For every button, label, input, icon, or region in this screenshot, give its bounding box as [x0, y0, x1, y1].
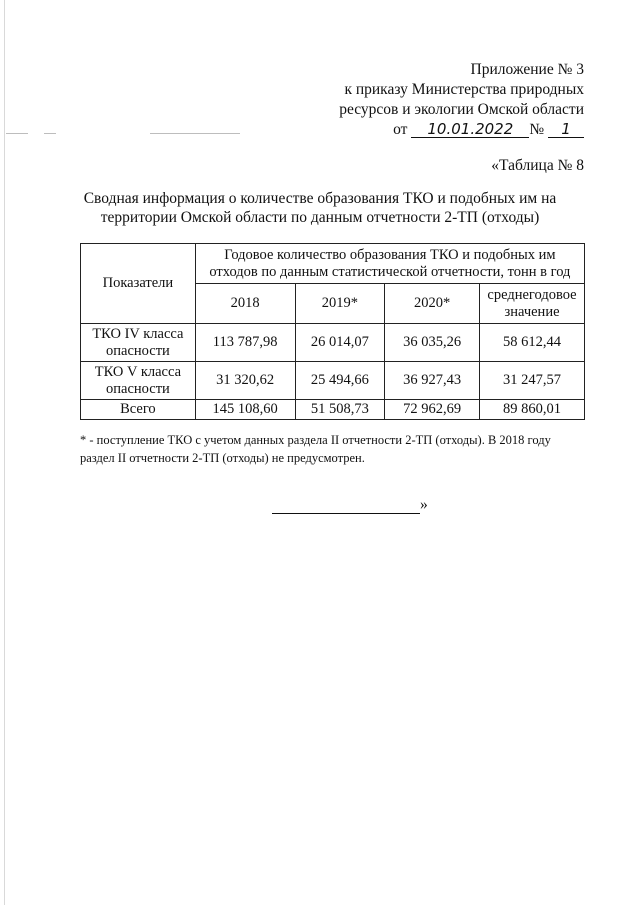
row-label: [81, 324, 196, 362]
table-cell: 89 860,01: [480, 400, 585, 420]
table-cell: 36 035,26: [385, 324, 480, 362]
annex-title: Приложение № 3: [470, 61, 584, 78]
annex-order-line: к приказу Министерства природных: [344, 81, 584, 98]
table-cell: 145 108,60: [195, 400, 295, 420]
row-label-line-2: опасности: [106, 380, 170, 397]
closing-quote: »: [420, 496, 428, 513]
document-title: [60, 189, 580, 227]
column-header: 2019*: [295, 284, 385, 324]
table-cell: 31 247,57: [480, 362, 585, 400]
table-cell: 31 320,62: [195, 362, 295, 400]
table-total-row: [81, 400, 585, 420]
table-cell: 25 494,66: [295, 362, 385, 400]
closing-signature-line: [272, 496, 428, 514]
annex-header: [339, 60, 584, 140]
table-cell: 26 014,07: [295, 324, 385, 362]
row-label-line-2: опасности: [106, 342, 170, 359]
annex-ministry-line: ресурсов и экологии Омской области: [339, 101, 584, 118]
summary-table: [80, 243, 585, 420]
column-header: 2020*: [385, 284, 480, 324]
footnote: * - поступление ТКО с учетом данных раздела II отчетности 2-ТП (отходы). В 2018 году раздел II отчетности 2-ТП (отходы) не предусмотрен.: [80, 433, 551, 465]
row-label-line-1: ТКО IV класса: [92, 325, 184, 342]
scan-artifact: [6, 133, 28, 134]
table-row: [81, 362, 585, 400]
table-cell: 113 787,98: [195, 324, 295, 362]
table-row: [81, 324, 585, 362]
table-cell: 72 962,69: [385, 400, 480, 420]
table-label: «Таблица № 8: [491, 157, 584, 174]
column-header: среднегодовое значение: [480, 284, 585, 324]
scan-edge-line: [4, 0, 5, 905]
group-header-cell: [195, 244, 584, 284]
row-label: [81, 362, 196, 400]
scan-artifact: [150, 133, 240, 134]
title-line-2: территории Омской области по данным отчетности 2-ТП (отходы): [100, 209, 540, 226]
table-cell: 36 927,43: [385, 362, 480, 400]
annex-from-label: от: [393, 121, 408, 138]
title-line-1: Сводная информация о количестве образования ТКО и подобных им на: [83, 190, 557, 207]
annex-date-number-line: [339, 120, 584, 140]
blank-line: [272, 497, 420, 514]
group-header-line-2: отходов по данным статистической отчетности, тонн в год: [209, 263, 571, 280]
handwritten-date: 10.01.2022: [411, 121, 529, 138]
handwritten-number: 1: [548, 121, 584, 138]
table-header-row: [81, 244, 585, 284]
row-header-cell: Показатели: [81, 244, 196, 324]
scan-artifact: [44, 133, 56, 134]
column-header: 2018: [195, 284, 295, 324]
group-header-line-1: Годовое количество образования ТКО и подобных им: [224, 246, 556, 263]
row-label-line-1: ТКО V класса: [94, 363, 182, 380]
table-cell: 58 612,44: [480, 324, 585, 362]
table-cell: 51 508,73: [295, 400, 385, 420]
row-label: Всего: [81, 400, 196, 420]
annex-number-label: №: [529, 121, 545, 138]
